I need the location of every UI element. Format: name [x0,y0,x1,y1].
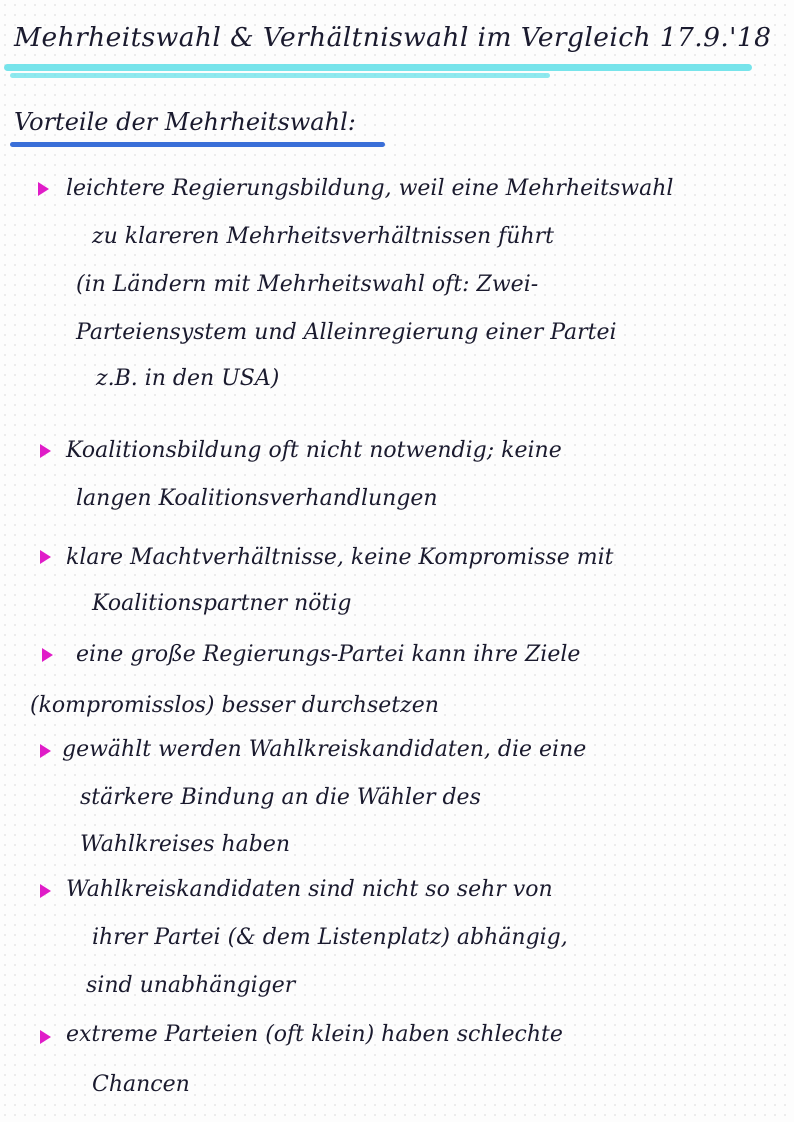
point-line: (in Ländern mit Mehrheitswahl oft: Zwei- [76,272,539,297]
point-line: stärkere Bindung an die Wähler des [80,785,481,810]
point-line: (kompromisslos) besser durchsetzen [30,693,439,718]
point-line: klare Machtverhältnisse, keine Kompromisse mit [66,545,614,570]
title-highlight-line [10,73,550,78]
point-line: sind unabhängiger [86,973,296,998]
point-line: z.B. in den USA) [96,366,280,391]
section-heading: Vorteile der Mehrheitswahl: [14,108,356,136]
page-title: Mehrheitswahl & Verhältniswahl im Vergleich 17.9.'18 [14,22,772,53]
title-highlight-line [4,64,752,71]
point-line: ihrer Partei (& dem Listenplatz) abhängig, [92,925,568,950]
point-line: zu klareren Mehrheitsverhältnissen führt [92,224,554,249]
section-underline [10,142,385,147]
point-line: gewählt werden Wahlkreiskandidaten, die eine [62,737,587,762]
point-line: leichtere Regierungsbildung, weil eine Mehrheitswahl [66,176,674,201]
point-line: Wahlkreises haben [80,832,291,857]
point-line: Wahlkreiskandidaten sind nicht so sehr von [66,877,553,902]
point-line: Koalitionsbildung oft nicht notwendig; keine [66,438,562,463]
point-line: eine große Regierungs-Partei kann ihre Ziele [76,642,581,667]
point-line: Koalitionspartner nötig [92,591,352,616]
point-line: Parteiensystem und Alleinregierung einer Partei [76,320,617,345]
point-line: extreme Parteien (oft klein) haben schlechte [66,1022,563,1047]
point-line: langen Koalitionsverhandlungen [76,486,438,511]
point-line: Chancen [92,1072,190,1097]
